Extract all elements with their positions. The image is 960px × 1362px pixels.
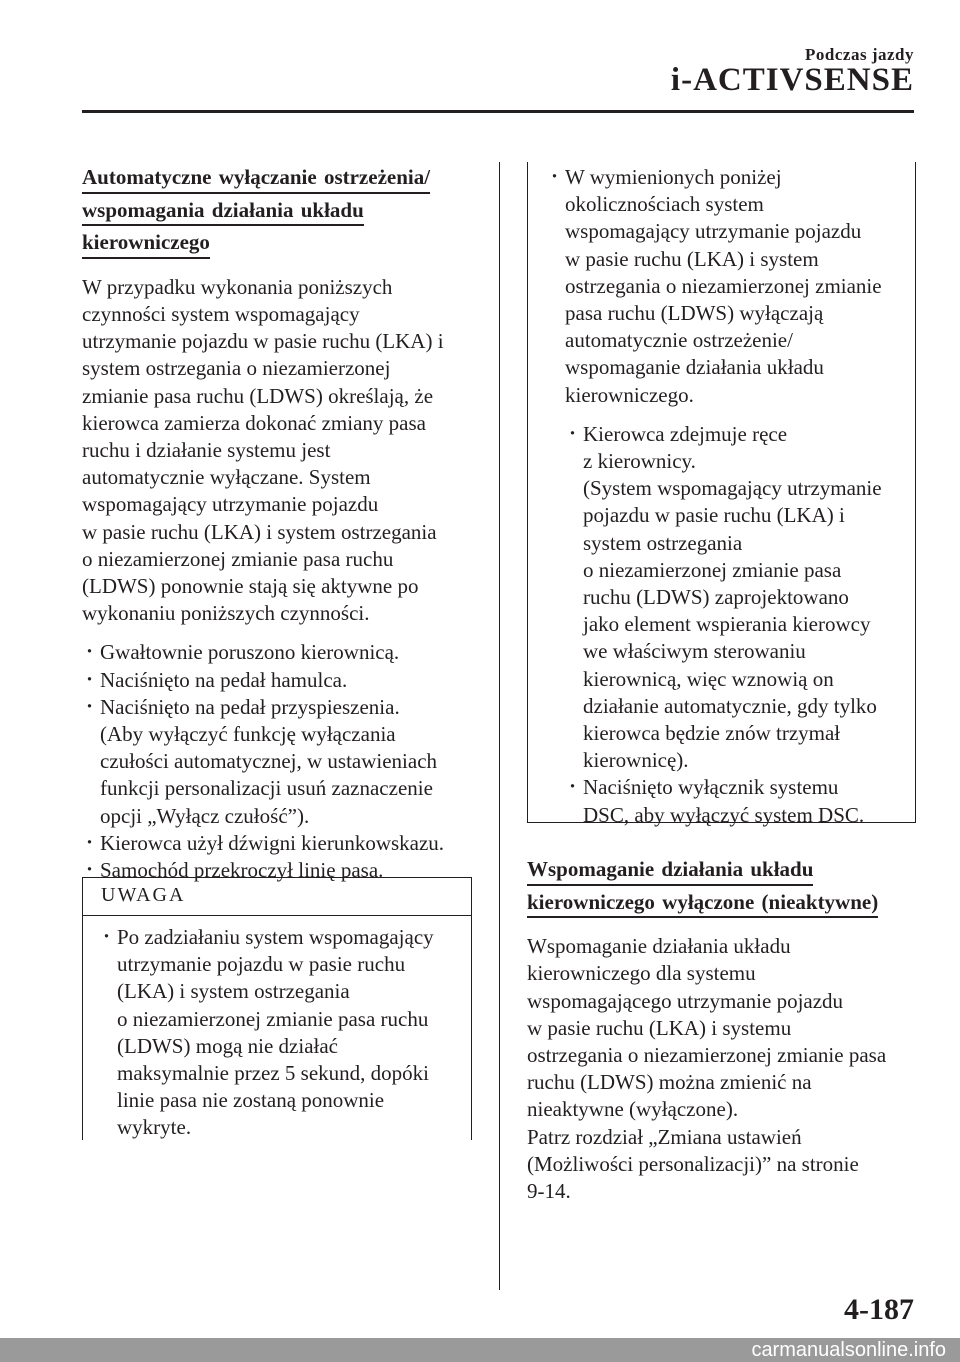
text-line: (LKA) i system ostrzegania	[117, 979, 350, 1004]
text-line: wykryte.	[117, 1115, 192, 1140]
text-line: nieaktywne (wyłączone).	[527, 1097, 739, 1122]
text-line: W przypadku wykonania poniższych	[82, 274, 393, 299]
box-list	[547, 164, 909, 409]
chapter-title: i-ACTIVSENSE	[670, 62, 914, 98]
watermark-text: carmanualsonline.info	[751, 1339, 946, 1361]
text-line: wspomagający utrzymanie pojazdu	[565, 219, 862, 244]
text-line: wspomagającego utrzymanie pojazdu	[527, 988, 844, 1013]
text-line: w pasie ruchu (LKA) i systemu	[527, 1015, 792, 1040]
box-sub-list	[565, 421, 909, 829]
right-section	[527, 856, 927, 1205]
text-line: pasa ruchu (LDWS) wyłączają	[565, 301, 824, 326]
text-line: w pasie ruchu (LKA) i system	[565, 246, 819, 271]
text-line: utrzymanie pojazdu w pasie ruchu	[117, 952, 406, 977]
list-item: · Gwałtownie poruszono kierownicą.	[82, 639, 482, 666]
note-list	[99, 924, 469, 1142]
text-line: (Możliwości personalizacji)” na stronie	[527, 1151, 859, 1176]
note-title: UWAGA	[101, 884, 186, 906]
list-item: · Naciśnięto wyłącznik systemu DSC, aby wyłączyć system DSC.	[565, 774, 909, 828]
text-line: automatycznie ostrzeżenie/	[565, 328, 793, 353]
text-line: linie pasa nie zostaną ponownie	[117, 1088, 385, 1113]
list-item: · Samochód przekroczył linię pasa.	[82, 857, 482, 884]
list-item: · Kierowca użył dźwigni kierunkowskazu.	[82, 830, 482, 857]
text-line: ruchu (LDWS) można zmienić na	[527, 1070, 812, 1095]
condition-list	[82, 639, 482, 884]
text-line: Patrz rozdział „Zmiana ustawień	[527, 1124, 802, 1149]
left-column	[82, 164, 482, 884]
text-line: W wymienionych poniżej	[565, 165, 782, 189]
text-line: okolicznościach system	[565, 192, 764, 217]
intro-paragraph	[82, 274, 482, 628]
text-line: automatycznie wyłączane. System	[82, 465, 371, 490]
text-line: Po zadziałaniu system wspomagający	[117, 925, 434, 949]
text-line: o niezamierzonej zmianie pasa ruchu	[82, 546, 394, 571]
text-line: ostrzegania o niezamierzonej zmianie pasa	[527, 1043, 887, 1067]
heading-line: Wspomaganie działania układu	[527, 856, 813, 886]
list-item	[99, 924, 469, 1142]
list-item	[547, 164, 909, 409]
heading-line: Automatyczne wyłączanie ostrzeżenia/	[82, 164, 430, 194]
text-line: o niezamierzonej zmianie pasa ruchu	[117, 1006, 429, 1031]
text-line: zmianie pasa ruchu (LDWS) określają, że	[82, 383, 434, 408]
watermark-bar	[0, 1338, 960, 1362]
text-line: (LDWS) mogą nie działać	[117, 1033, 338, 1058]
right-body-paragraph	[527, 933, 927, 1205]
text-line: czynności system wspomagający	[82, 301, 360, 326]
text-line: maksymalnie przez 5 sekund, dopóki	[117, 1061, 430, 1086]
left-heading	[82, 164, 482, 262]
right-box-content	[547, 164, 909, 829]
text-line: kierowca zamierza dokonać zmiany pasa	[82, 410, 426, 435]
page-number: 4-187	[844, 1293, 914, 1326]
text-line: ruchu i działanie systemu jest	[82, 438, 331, 462]
text-line: wykonaniu poniższych czynności.	[82, 601, 370, 626]
header-rule	[82, 110, 914, 113]
note-rule	[82, 915, 471, 916]
list-item: · Naciśnięto na pedał hamulca.	[82, 667, 482, 694]
text-line: wspomaganie działania układu	[565, 355, 824, 380]
text-line: w pasie ruchu (LKA) i system ostrzegania	[82, 519, 437, 544]
text-line: 9-14.	[527, 1179, 571, 1204]
text-line: ostrzegania o niezamierzonej zmianie	[565, 273, 882, 298]
list-item: · Naciśnięto na pedał przyspieszenia. (Aby wyłączyć funkcję wyłączania czułości automatycznej, w ustawieniach funkcji personalizacji usuń zaznaczenie opcji „Wyłącz czułość”).	[82, 694, 482, 830]
text-line: kierowniczego.	[565, 382, 694, 407]
note-content	[99, 924, 469, 1142]
heading-line: kierowniczego wyłączone (nieaktywne)	[527, 889, 878, 919]
heading-line: kierowniczego	[82, 229, 210, 259]
text-line: system ostrzegania o niezamierzonej	[82, 356, 391, 381]
text-line: Wspomaganie działania układu	[527, 934, 791, 959]
text-line: utrzymanie pojazdu w pasie ruchu (LKA) i	[82, 329, 444, 354]
column-divider	[499, 162, 500, 1290]
list-item: · Kierowca zdejmuje ręce z kierownicy. (System wspomagający utrzymanie pojazdu w pasie ruchu (LKA) i system ostrzegania o niezamierzonej zmianie pasa ruchu (LDWS) zaprojektowano jako element wspierania kierowcy we właściwym sterowaniu kierownicą, więc wznowią on działanie automatycznie, gdy tylko kierowca będzie znów trzymał kierownicę).	[565, 421, 909, 775]
right-heading	[527, 856, 927, 921]
text-line: wspomagający utrzymanie pojazdu	[82, 492, 379, 517]
text-line: (LDWS) ponownie stają się aktywne po	[82, 574, 419, 599]
section-label: Podczas jazdy	[805, 45, 914, 64]
heading-line: wspomagania działania układu	[82, 197, 364, 227]
text-line: kierowniczego dla systemu	[527, 961, 756, 986]
